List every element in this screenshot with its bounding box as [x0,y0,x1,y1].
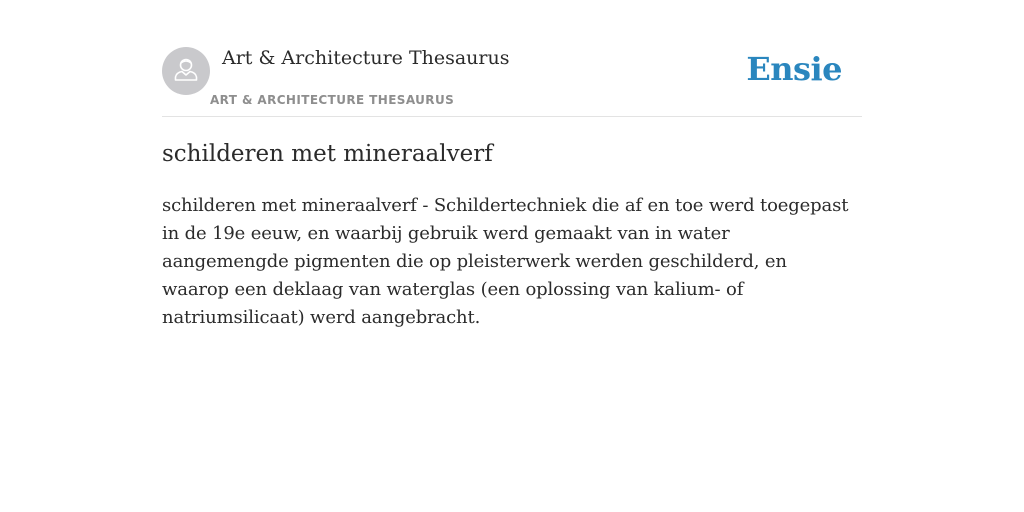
source-subtitle: ART & ARCHITECTURE THESAURUS [210,93,455,107]
source-header [162,40,862,117]
avatar[interactable] [162,47,210,95]
term-definition: schilderen met mineraalverf - Schildertechniek die af en toe werd toegepast in de 19e eeuw, en waarbij gebruik werd gemaakt van in water aangemengde pigmenten die op pleisterwerk werden geschilderd, en waarop een deklaag van waterglas (een oplossing van kalium- of natriumsilicaat) werd aangebracht. [162,195,849,328]
term-title: schilderen met mineraalverf [162,141,493,167]
source-title-link[interactable]: Art & Architecture Thesaurus [222,47,510,69]
brand-logo[interactable]: Ensie [746,50,842,88]
user-icon [171,54,201,88]
